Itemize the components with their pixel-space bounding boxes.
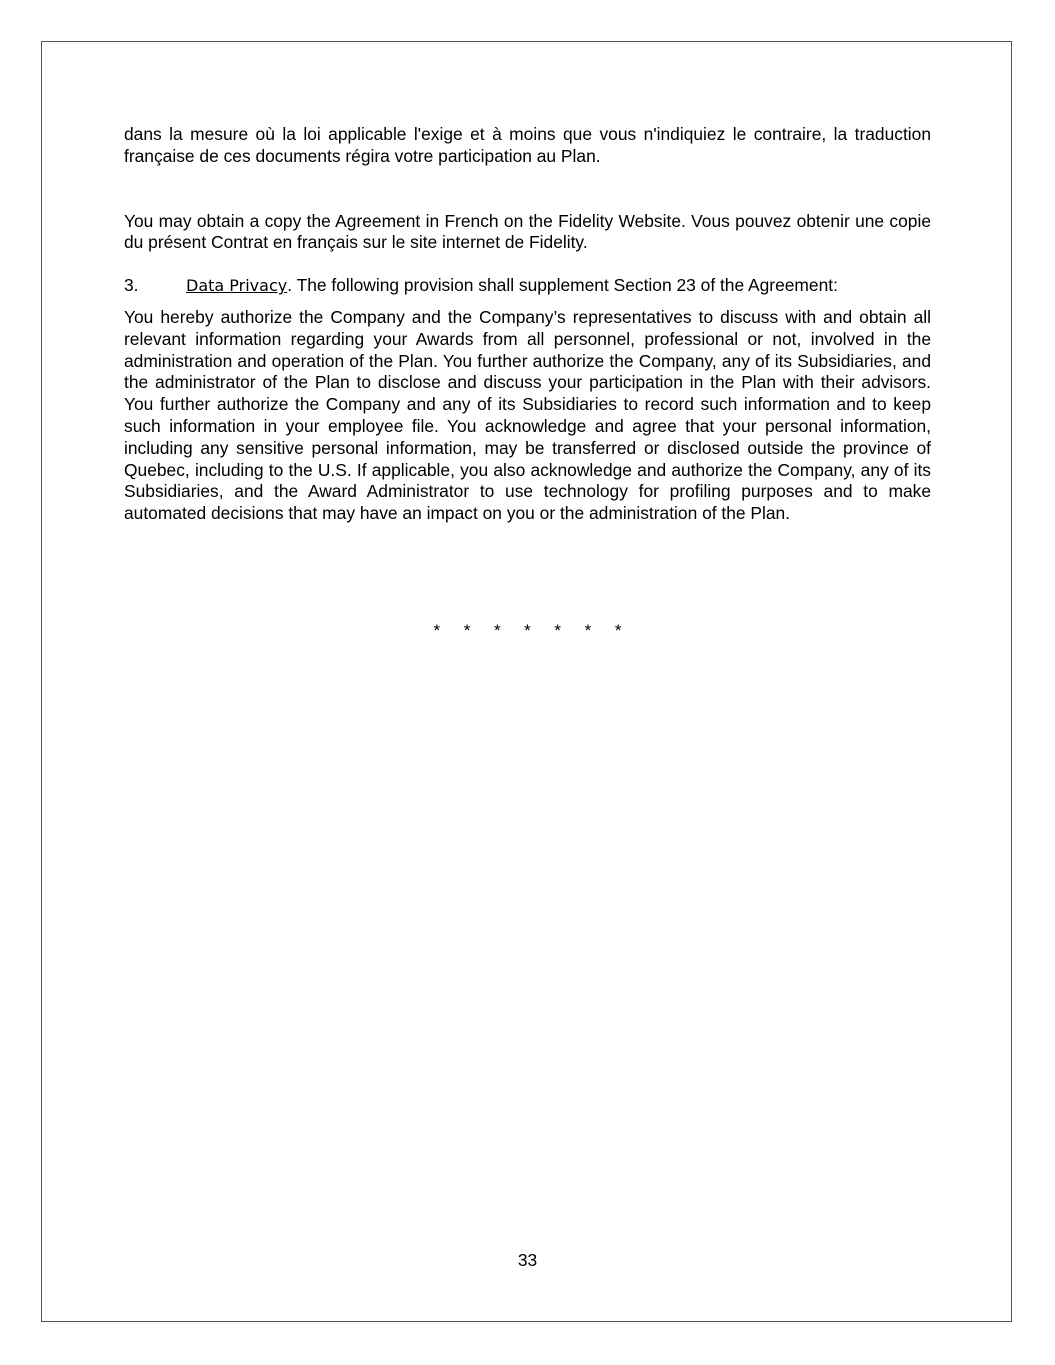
paragraph-french-translation: dans la mesure où la loi applicable l'exige et à moins que vous n'indiquiez le contraire, la traduction française de ces documents régira votre participation au Plan. bbox=[124, 124, 931, 166]
separator-asterisks: * * * * * * * bbox=[433, 621, 622, 640]
document-body bbox=[124, 124, 931, 525]
section-separator bbox=[0, 620, 1055, 642]
section-intro: . The following provision shall supplement Section 23 of the Agreement: bbox=[287, 275, 838, 296]
page-number: 33 bbox=[517, 1250, 538, 1270]
section-title: Data Privacy bbox=[186, 276, 288, 296]
paragraph-data-privacy: You hereby authorize the Company and the Company’s representatives to discuss with and obtain all relevant information regarding your Awards from all personnel, professional or not, involved in the administration and operation of the Plan. You further authorize the Company, any of its Subsidiaries, and the administrator of the Plan to disclose and discuss your participation in the Plan with their advisors. You further authorize the Company and any of its Subsidiaries to record such information and to keep such information in your employee file. You acknowledge and agree that your personal information, including any sensitive personal information, may be transferred or disclosed outside the province of Quebec, including to the U.S. If applicable, you also acknowledge and authorize the Company, any of its Subsidiaries, and the Award Administrator to use technology for profiling purposes and to make automated decisions that may have an impact on you or the administration of the Plan. bbox=[124, 306, 931, 524]
section-number: 3. bbox=[124, 275, 139, 296]
section-heading-text bbox=[186, 275, 838, 297]
paragraph-fidelity-website: You may obtain a copy the Agreement in French on the Fidelity Website. Vous pouvez obtenir une copie du présent Contrat en français sur le site internet de Fidelity. bbox=[124, 210, 931, 253]
section-heading-data-privacy bbox=[124, 275, 931, 297]
